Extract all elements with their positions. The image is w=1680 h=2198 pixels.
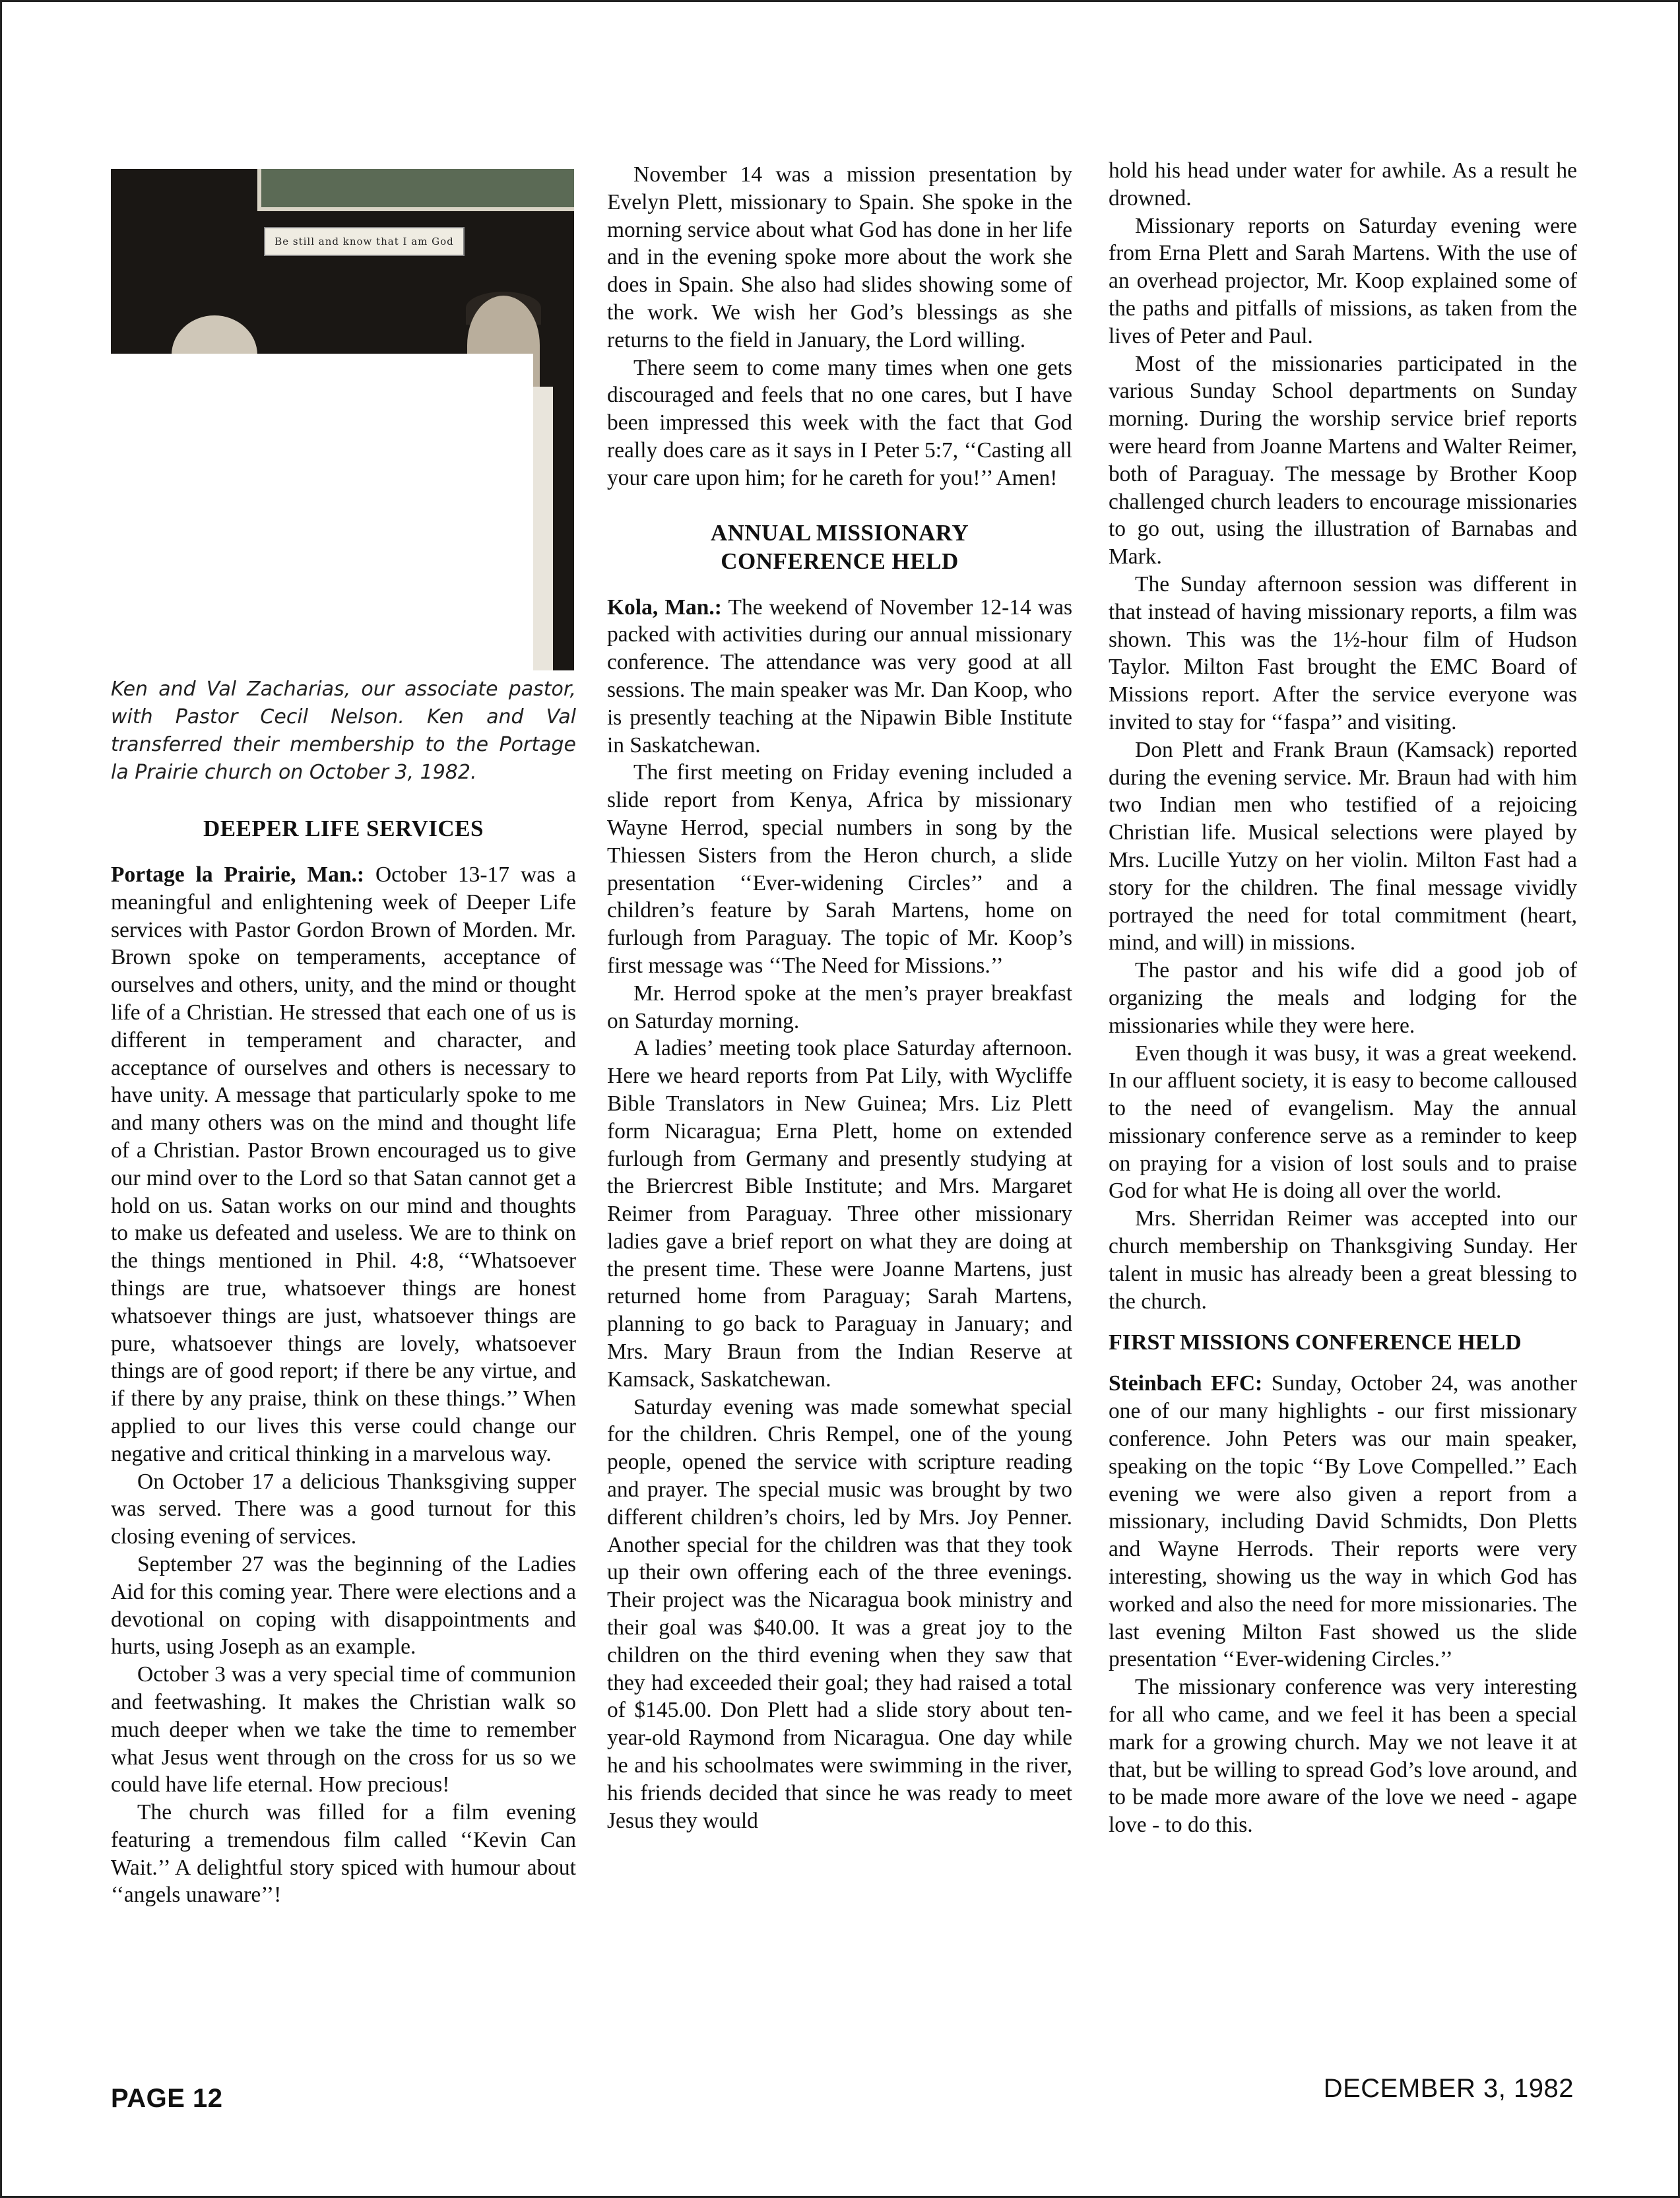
deeper-life-paragraph-5: The church was filled for a film evening featuring a tremendous film called ‘‘Kevin Can Wait.’’ A delightful story spiced with humour about ‘‘angels unaware’’! bbox=[111, 1800, 576, 1908]
photo-blank-area bbox=[111, 354, 533, 670]
annual-paragraph-4: A ladies’ meeting took place Saturday afternoon. Here we heard reports from Pat Lily, with Wycliffe Bible Translators in New Guinea; Mrs. Liz Plett form Nicaragua; Erna Plett, home on extended furlough from Germany and presently studying at the Briercrest Bible Institute; and Mrs. Margaret Reimer from Paraguay. Three other missionary ladies gave a brief report on what they are doing at the present time. These were Joanne Martens, just returned home from Paraguay; Sarah Martens, planning to go back to Paraguay in January; and Mrs. Mary Braun from the Indian Reserve at Kamsack, Saskatchewan. bbox=[607, 1036, 1072, 1392]
annual-continued-8: Mrs. Sherridan Reimer was accepted into our church membership on Thanksgiving Sunday. Her talent in music has already been a great blessing to the church. bbox=[1109, 1206, 1577, 1314]
column-1 bbox=[111, 161, 576, 1909]
annual-paragraph-1 bbox=[607, 594, 1072, 760]
annual-continued-4: The Sunday afternoon session was different in that instead of having missionary reports, a film was shown. This was the 1½-hour film of Hudson Taylor. Milton Fast brought the EMC Board of Missions report. After the service everyone was invited to stay for ‘‘faspa’’ and visiting. bbox=[1109, 571, 1577, 734]
annual-paragraph-5: Saturday evening was made somewhat special for the children. Chris Rempel, one of the young people, opened the service with scripture reading and prayer. The special music was brought by two different children’s choirs, led by Mrs. Joy Penner. Another special for the children was that they took up their own offering each of the three evenings. Their project was the Nicaragua book ministry and their goal was $40.00. It was a great joy to the children on the third evening when they saw that they had exceeded their goal; they had raised a total of $145.00. Don Plett had a slide story about ten-year-old Raymond from Nicaragua. One day while he and his schoolmates were swimming in the river, his friends decided that since he was ready to meet Jesus they would bbox=[607, 1394, 1072, 1833]
deeper-life-heading: DEEPER LIFE SERVICES bbox=[203, 816, 484, 841]
column-3 bbox=[1109, 157, 1577, 1839]
annual-heading-line-1: ANNUAL MISSIONARY bbox=[710, 519, 969, 546]
photo-caption: Ken and Val Zacharias, our associate pastor, with Pastor Cecil Nelson. Ken and Val transferred their membership to the Portage la Prairie church on October 3, 1982. bbox=[111, 678, 576, 784]
church-photo bbox=[111, 169, 574, 670]
first-missions-heading: FIRST MISSIONS CONFERENCE HELD bbox=[1109, 1330, 1522, 1355]
paragraph-text: The weekend of November 12-14 was packed with activities during our annual missionary conference. The attendance was very good at all sessions. The main speaker was Mr. Dan Koop, who is presently teaching at the Nipawin Bible Institute in Saskatchewan. bbox=[607, 595, 1072, 758]
annual-paragraph-2: The first meeting on Friday evening included a slide report from Kenya, Africa by missionary Wayne Herrod, special numbers in song by the Thiessen Sisters from the Heron church, a slide presentation ‘‘Ever-widening Circles’’ and a children’s feature by Sarah Martens, home on furlough from Paraguay. The topic of Mr. Koop’s first message was ‘‘The Need for Missions.’’ bbox=[607, 760, 1072, 978]
god-cares-paragraph: There seem to come many times when one gets discouraged and feels that no one cares, but I have been impressed this week with the fact that God really does care as it says in I Peter 5:7, ‘‘Casting all your care upon him; for he careth for you!’’ Amen! bbox=[607, 355, 1072, 490]
first-missions-paragraph-1 bbox=[1109, 1370, 1577, 1673]
dateline: Steinbach EFC: bbox=[1109, 1371, 1263, 1396]
annual-continued-7: Even though it was busy, it was a great weekend. In our affluent society, it is easy to become calloused to the need of evangelism. May the annual missionary conference serve as a reminder to keep on praying for a vision of lost souls and to praise God for what He is doing all over the world. bbox=[1109, 1041, 1577, 1204]
paragraph-text: October 13-17 was a meaningful and enlightening week of Deeper Life services with Pastor Gordon Brown of Morden. Mr. Brown spoke on temperaments, acceptance of ourselves and others, unity, and the mind or thought life of a Christian. He stressed that each one of us is different in temperament and character, and acceptance of ourselves and others is necessary to have unity. A message that particularly spoke to me and many others was on the mind and thought life of a Christian. Pastor Brown encouraged us to give our mind over to the Lord so that Satan cannot get a hold on us. Satan works on our mind and thoughts to make us defeated and useless. We are to think on the things mentioned in Phil. 4:8, ‘‘Whatsoever things are true, whatsoever things are honest whatsoever things are just, whatsoever things are pure, whatsoever things are lovely, whatsoever things are of good report; if there be any virtue, and if there by any praise, think on these things.’’ When applied to our lives this verse could change our negative and critical thinking in a marvelous way. bbox=[111, 862, 576, 1466]
annual-continued-1: hold his head under water for awhile. As a result he drowned. bbox=[1109, 158, 1577, 210]
paragraph-text: Sunday, October 24, was another one of our many highlights - our first missionary conference. John Peters was our main speaker, speaking on the topic ‘‘By Love Compelled.’’ Each evening we were also given a report from a missionary, including David Schmidts, Don Pletts and Wayne Herrods. Their reports were very interesting, showing us the way in which God has worked and also the need for more missionaries. The last evening Milton Fast showed us the slide presentation ‘‘Ever-widening Circles.’’ bbox=[1109, 1371, 1577, 1672]
person-arm bbox=[533, 387, 553, 670]
wall-motto: Be still and know that I am God bbox=[264, 227, 465, 256]
annual-heading-line-2: CONFERENCE HELD bbox=[721, 548, 959, 574]
annual-continued-5: Don Plett and Frank Braun (Kamsack) reported during the evening service. Mr. Braun had with him two Indian men who testified of a rejoicing Christian life. Musical selections were played by Mrs. Lucille Yutzy on her violin. Milton Fast had a story for the children. The final message vividly portrayed the need for total commitment (heart, mind, and will) in missions. bbox=[1109, 737, 1577, 955]
column-2 bbox=[607, 161, 1072, 1834]
deeper-life-paragraph-1 bbox=[111, 861, 576, 1468]
annual-paragraph-3: Mr. Herrod spoke at the men’s prayer breakfast on Saturday morning. bbox=[607, 981, 1072, 1033]
annual-continued-2: Missionary reports on Saturday evening were from Erna Plett and Sarah Martens. With the use of an overhead projector, Mr. Koop explained some of the paths and pitfalls of missions, as taken from the lives of Peter and Paul. bbox=[1109, 213, 1577, 348]
annual-continued-6: The pastor and his wife did a good job of organizing the meals and lodging for the missionaries while they were here. bbox=[1109, 958, 1577, 1038]
first-missions-paragraph-2: The missionary conference was very interesting for all who came, and we feel it has been a special mark for a growing church. May we not leave it at that, but be willing to spread God’s love around, and to be made more aware of the love we need - agape love - to do this. bbox=[1109, 1675, 1577, 1838]
page-number: PAGE 12 bbox=[111, 2084, 223, 2113]
annual-continued-3: Most of the missionaries participated in the various Sunday School departments on Sunday morning. During the worship service brief reports were heard from Joanne Martens and Walter Reimer, both of Paraguay. The message by Brother Koop challenged church leaders to encourage missionaries to go out, using the illustration of Barnabas and Mark. bbox=[1109, 351, 1577, 569]
dateline: Portage la Prairie, Man.: bbox=[111, 862, 364, 887]
deeper-life-paragraph-4: October 3 was a very special time of communion and feetwashing. It makes the Christian walk so much deeper when we take the time to remember what Jesus went through on the cross for us so we could have life eternal. How precious! bbox=[111, 1662, 576, 1797]
mission-presentation-paragraph: November 14 was a mission presentation by Evelyn Plett, missionary to Spain. She spoke in the morning service about what God has done in her life and in the evening spoke more about the work she does in Spain. She also had slides showing some of the work. We wish her God’s blessings as she returns to the field in January, the Lord willing. bbox=[607, 162, 1072, 352]
wall-painting bbox=[257, 169, 574, 211]
deeper-life-paragraph-3: September 27 was the beginning of the Ladies Aid for this coming year. There were elections and a devotional on coping with disappointments and hurts, using Joseph as an example. bbox=[111, 1551, 576, 1660]
dateline: Kola, Man.: bbox=[607, 595, 722, 620]
issue-date: DECEMBER 3, 1982 bbox=[1323, 2074, 1574, 2103]
deeper-life-paragraph-2: On October 17 a delicious Thanksgiving supper was served. There was a good turnout for this closing evening of services. bbox=[111, 1469, 576, 1549]
